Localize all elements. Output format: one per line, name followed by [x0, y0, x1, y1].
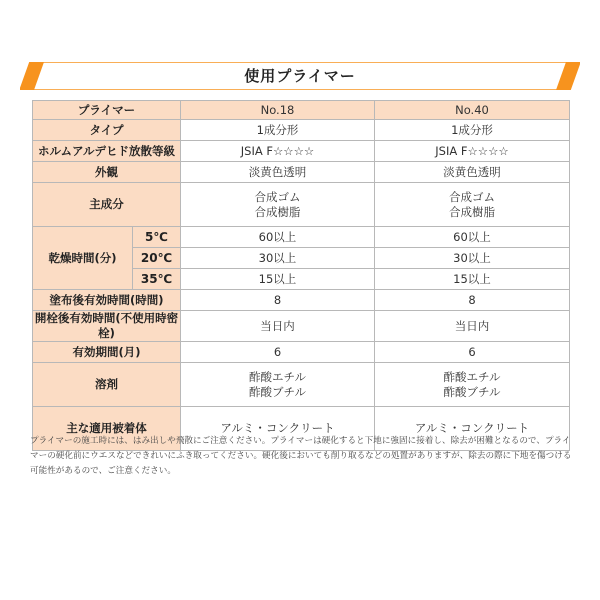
table-row: [33, 120, 570, 141]
cell-line: 酢酸エチル: [443, 369, 501, 384]
cell-value: 30以上: [181, 248, 375, 269]
cell-line: 合成樹脂: [449, 204, 495, 219]
cell-line: 酢酸ブチル: [443, 384, 501, 399]
row-label-solvent: 溶剤: [33, 363, 181, 407]
cell-value: 当日内: [375, 311, 570, 342]
cell-value: アルミ・コンクリート: [375, 407, 570, 451]
cell-value: 30以上: [375, 248, 570, 269]
table-row: [33, 290, 570, 311]
row-label-drying: 乾燥時間(分): [33, 227, 133, 290]
drying-temp-5: 5℃: [133, 227, 181, 248]
cell-value: 淡黄色透明: [181, 162, 375, 183]
row-label-validity: 有効期間(月): [33, 342, 181, 363]
table-row: [33, 363, 570, 407]
row-label-type: タイプ: [33, 120, 181, 141]
table-row: [33, 162, 570, 183]
cell-value: JSIA F☆☆☆☆: [181, 141, 375, 162]
row-label-opened-time: 開栓後有効時間(不使用時密栓): [33, 311, 181, 342]
row-label-component: 主成分: [33, 183, 181, 227]
cell-value: 1成分形: [375, 120, 570, 141]
drying-temp-20: 20℃: [133, 248, 181, 269]
page-title: 使用プライマー: [244, 67, 356, 85]
cell-value: 淡黄色透明: [375, 162, 570, 183]
table-row: [33, 183, 570, 227]
cell-value: [375, 363, 570, 407]
cell-value: 8: [181, 290, 375, 311]
cell-line: 合成樹脂: [254, 204, 301, 219]
cell-value: アルミ・コンクリート: [181, 407, 375, 451]
cell-value: 6: [181, 342, 375, 363]
product-header-no18: No.18: [181, 101, 375, 120]
cell-value: 15以上: [375, 269, 570, 290]
cell-value: 8: [375, 290, 570, 311]
cell-value: [375, 183, 570, 227]
caution-note: プライマーの施工時には、はみ出しや飛散にご注意ください。プライマーは硬化すると下地に強固に接着し、除去が困難となるので、プライマーの硬化前にウエスなどできれいにふき取ってください。硬化後においても削り取るなどの処置がありますが、除去の際に下地を傷つける可能性があるので、ご注意ください。: [30, 436, 572, 476]
table-row: [33, 141, 570, 162]
title-banner: [20, 62, 580, 90]
cell-value: 15以上: [181, 269, 375, 290]
cell-line: 酢酸ブチル: [249, 384, 306, 399]
row-label-formaldehyde: ホルムアルデヒド放散等級: [33, 141, 181, 162]
cell-value: 60以上: [375, 227, 570, 248]
cell-value: [181, 363, 375, 407]
cell-value: 60以上: [181, 227, 375, 248]
cell-line: 酢酸エチル: [249, 369, 306, 384]
table-row: [33, 342, 570, 363]
table-row: [33, 227, 570, 248]
cell-value: [181, 183, 375, 227]
row-label-appearance: 外観: [33, 162, 181, 183]
cell-value: JSIA F☆☆☆☆: [375, 141, 570, 162]
row-label-substrate: 主な適用被着体: [33, 407, 181, 451]
cell-value: 6: [375, 342, 570, 363]
cell-line: 合成ゴム: [449, 189, 495, 204]
primer-spec-table: [32, 100, 570, 451]
corner-header: プライマー: [33, 101, 181, 120]
table-row: [33, 101, 570, 120]
product-header-no40: No.40: [375, 101, 570, 120]
cell-value: 当日内: [181, 311, 375, 342]
drying-temp-35: 35℃: [133, 269, 181, 290]
row-label-coating-time: 塗布後有効時間(時間): [33, 290, 181, 311]
cell-value: 1成分形: [181, 120, 375, 141]
table-row: [33, 311, 570, 342]
cell-line: 合成ゴム: [254, 189, 301, 204]
